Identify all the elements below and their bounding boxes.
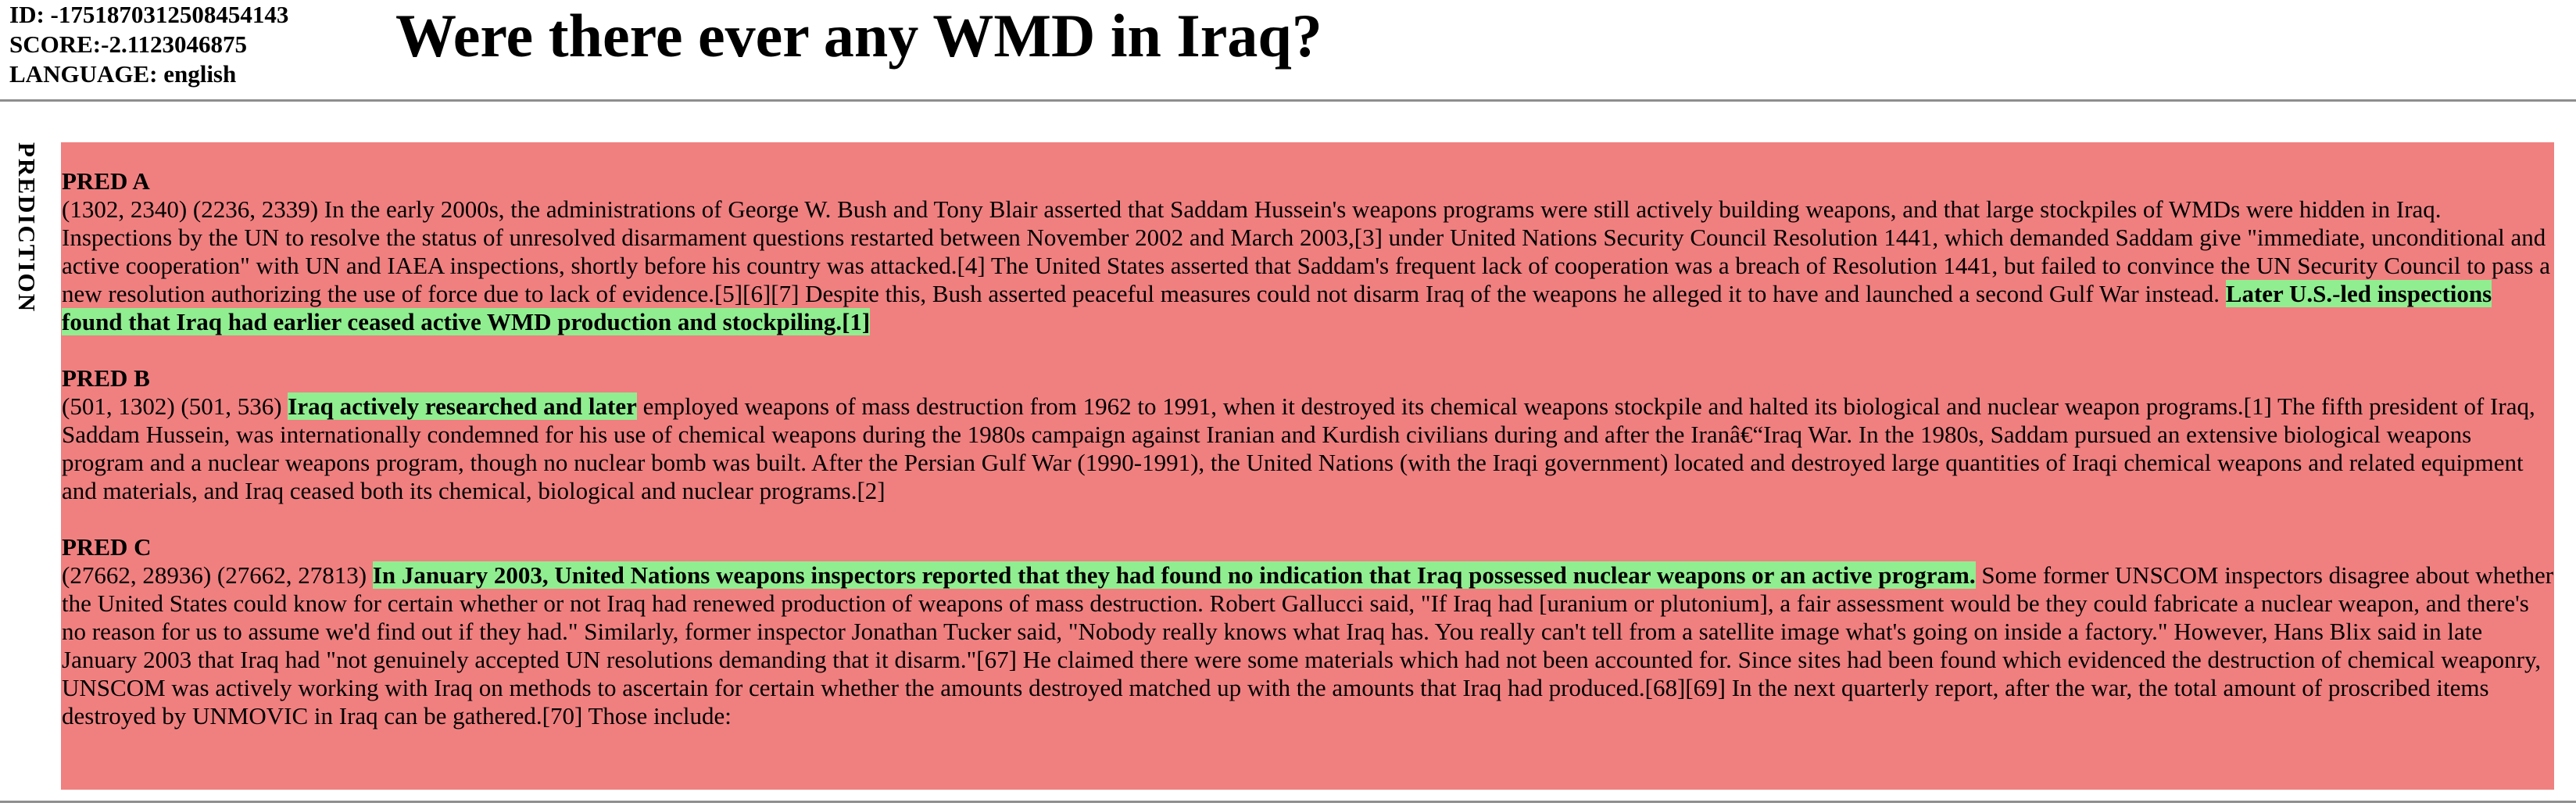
pred-text-after: employed weapons of mass destruction from 1962 to 1991, when it destroyed its chemical weapons stockpile and halted its biological and nuclear weapon programs.[1] The fifth president of Iraq, Saddam Hussein, was internationally condemned for his use of chemical weapons during the 1980s campaign against Iranian and Kurdish civilians during and after the Iranâ€“Iraq War. In the 1980s, Saddam pursued an extensive biological weapons program and a nuclear weapons program, though no nuclear bomb was built. After the Persian Gulf War (1990-1991), the United Nations (with the Iraqi government) located and destroyed large quantities of Iraqi chemical weapons and related equipment and materials, and Iraq ceased both its chemical, biological and nuclear programs.[2] xyxy=(62,392,2535,504)
bottom-divider xyxy=(0,801,2576,803)
metadata-block xyxy=(9,0,288,89)
pred-title: PRED A xyxy=(62,167,150,195)
pred-text: (501, 1302) (501, 536) xyxy=(62,392,288,420)
pred-highlight: In January 2003, United Nations weapons inspectors reported that they had found no indication that Iraq possessed nuclear weapons or an active program. xyxy=(372,561,1976,589)
top-divider xyxy=(0,99,2576,102)
pred-title: PRED C xyxy=(62,533,152,561)
pred-text-after: Some former UNSCOM inspectors disagree about whether the United States could know for certain whether or not Iraq had renewed production of weapons of mass destruction. Robert Gallucci said, "If Iraq had [uranium or plutonium], a fair assessment would be they could fabricate a nuclear weapon, and there's no reason for us to assume we'd find out if they had." Similarly, former inspector Jonathan Tucker said, "Nobody really knows what Iraq has. You really can't tell from a satellite image what's going on inside a factory." However, Hans Blix said in late January 2003 that Iraq had "not genuinely accepted UN resolutions demanding that it disarm."[67] He claimed there were some materials which had not been accounted for. Since sites had been found which evidenced the destruction of chemical weaponry, UNSCOM was actively working with Iraq on methods to ascertain for certain whether the amounts destroyed matched up with the amounts that Iraq had produced.[68][69] In the next quarterly report, after the war, the total amount of proscribed items destroyed by UNMOVIC in Iraq can be gathered.[70] Those include: xyxy=(62,561,2554,729)
prediction-panel xyxy=(61,142,2554,790)
pred-highlight: Iraq actively researched and later xyxy=(288,392,637,420)
score-line: SCORE:-2.1123046875 xyxy=(9,30,247,58)
pred-b xyxy=(62,364,2554,505)
pred-highlight: Later U.S.-led inspections found that Iraq had earlier ceased active WMD production and stockpiling.[1] xyxy=(62,280,2492,335)
pred-a xyxy=(62,167,2554,336)
id-line: ID: -1751870312508454143 xyxy=(9,1,289,28)
pred-text: (27662, 28936) (27662, 27813) xyxy=(62,561,373,589)
prediction-side-label: PREDICTION xyxy=(13,142,41,314)
pred-c xyxy=(62,533,2554,730)
pred-text: (1302, 2340) (2236, 2339) In the early 2000s, the administrations of George W. Bush and Tony Blair asserted that Saddam Hussein's weapons programs were still actively building weapons, and that large stockpiles of WMDs were hidden in Iraq. Inspections by the UN to resolve the status of unresolved disarmament questions restarted between November 2002 and March 2003,[3] under United Nations Security Council Resolution 1441, which demanded Saddam give "immediate, unconditional and active cooperation" with UN and IAEA inspections, shortly before his country was attacked.[4] The United States asserted that Saddam's frequent lack of cooperation was a breach of Resolution 1441, but failed to convince the UN Security Council to pass a new resolution authorizing the use of force due to lack of evidence.[5][6][7] Despite this, Bush asserted peaceful measures could not disarm Iraq of the weapons he alleged it to have and launched a second Gulf War instead. xyxy=(62,195,2550,307)
language-line: LANGUAGE: english xyxy=(9,60,237,88)
pred-title: PRED B xyxy=(62,364,150,392)
page-title: Were there ever any WMD in Iraq? xyxy=(395,2,1322,70)
